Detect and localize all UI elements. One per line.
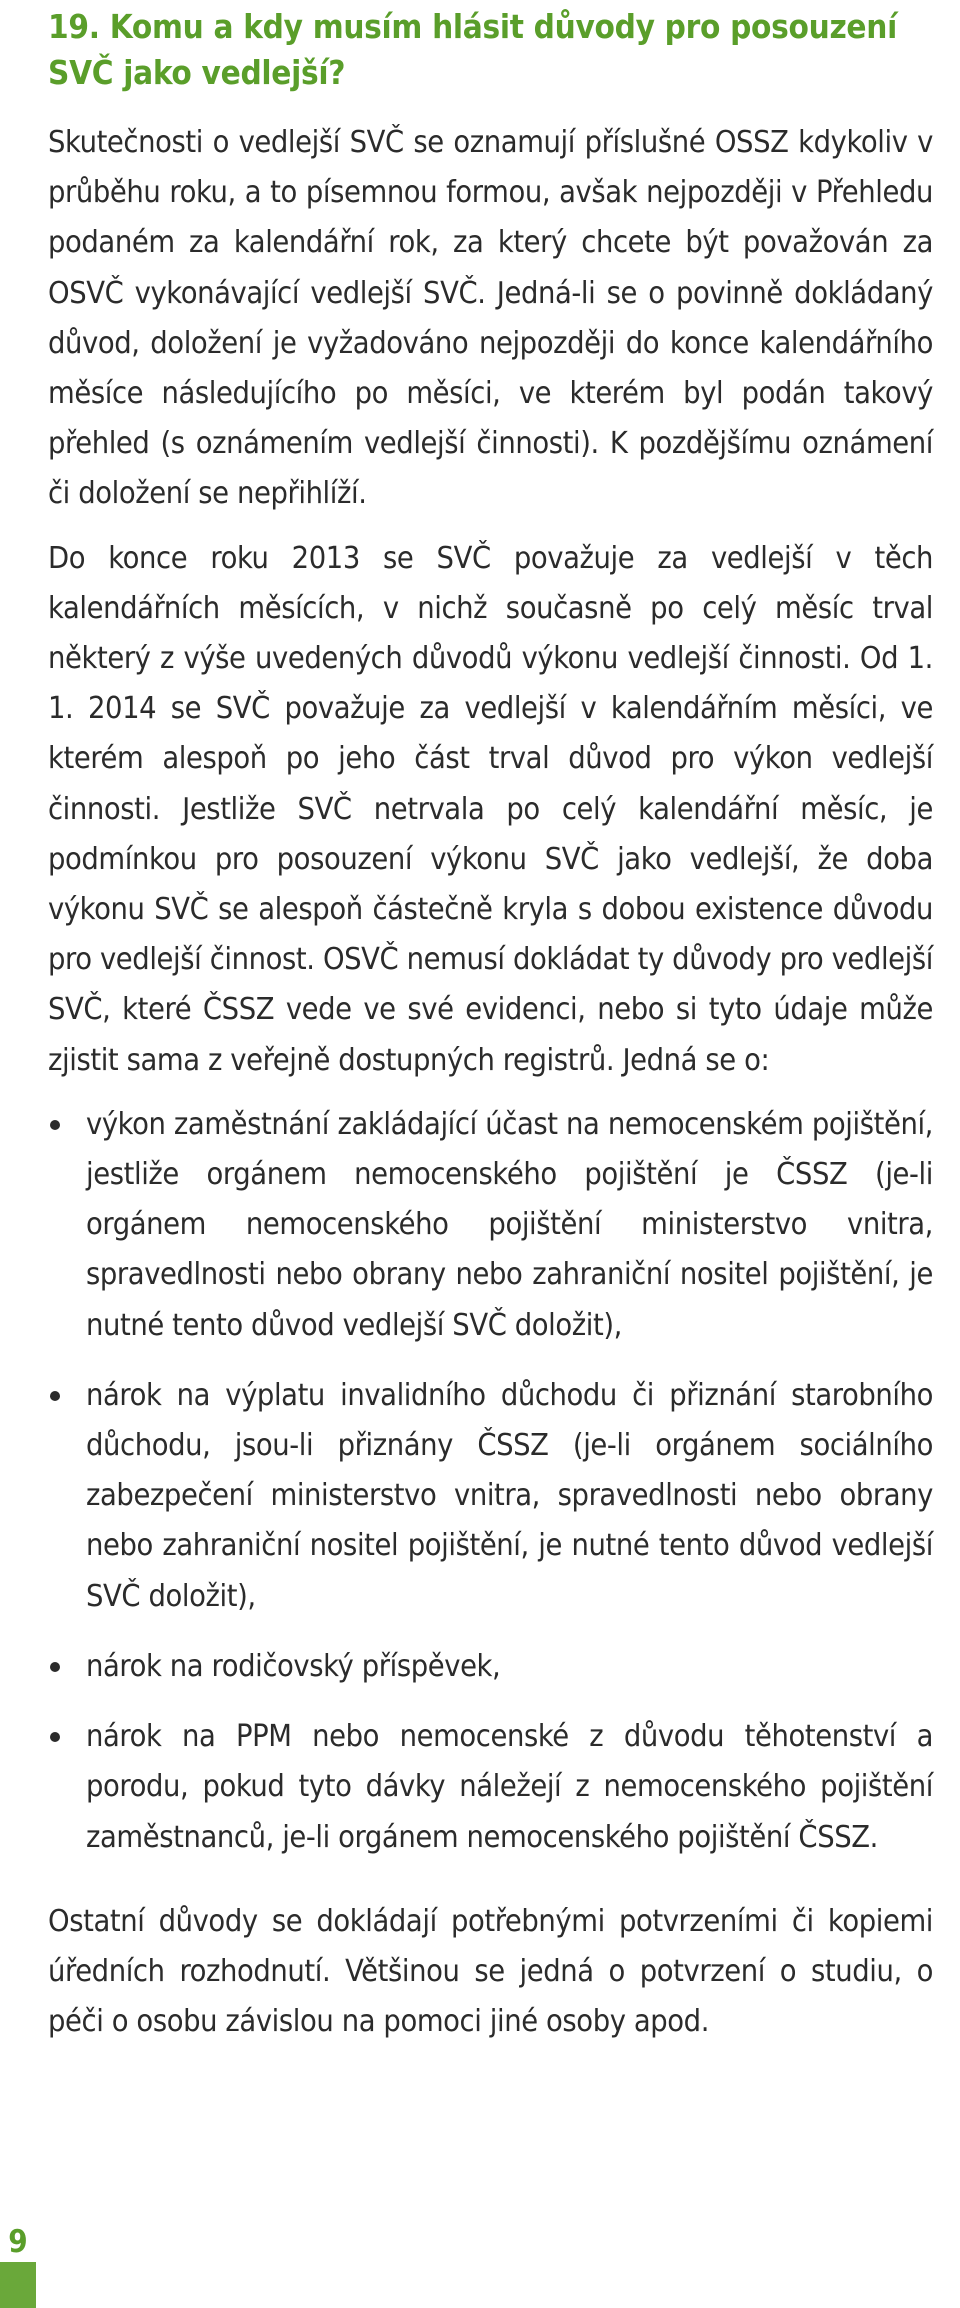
paragraph-secondary-activity-rules: Do konce roku 2013 se SVČ považuje za vedlejší v těch kalendářních měsících, v nichž současně po celý měsíc trval některý z výše uvedených důvodů výkonu vedlejší činnosti. Od 1. 1. 2014 se SVČ považuje za vedlejší v kalendářním měsíci, ve kterém alespoň po jeho část trval důvod pro výkon vedlejší činnosti. Jestliže SVČ netrvala po celý kalendářní měsíc, je podmínkou pro posouzení výkonu SVČ jako vedlejší, že doba výkonu SVČ se alespoň částečně kryla s dobou existence důvodu pro vedlejší činnost. OSVČ nemusí dokládat ty důvody pro vedlejší SVČ, které ČSSZ vede ve své evidenci, nebo si tyto údaje může zjistit sama z veřejně dostupných registrů. Jedná se o: [48, 540, 933, 1078]
bullet-icon [50, 1120, 60, 1130]
list-item [48, 1100, 933, 1351]
reasons-list [48, 1100, 933, 1863]
list-item-text: nárok na rodičovský příspěvek, [86, 1648, 501, 1684]
page-margin-bar [0, 2262, 36, 2308]
bullet-icon [50, 1662, 60, 1672]
paragraph-closing: Ostatní důvody se dokládají potřebnými potvrzeními či kopiemi úředních rozhodnutí. Většinou se jedná o potvrzení o studiu, o péči o osobu závislou na pomoci jiné osoby apod. [48, 1903, 933, 2040]
list-item-text: výkon zaměstnání zakládající účast na nemocenském pojištění, jestliže orgánem nemocenského pojištění je ČSSZ (je-li orgánem nemocenského pojištění ministerstvo vnitra, spravedlnosti nebo obrany nebo zahraniční nositel pojištění, je nutné tento důvod vedlejší SVČ doložit), [86, 1106, 933, 1343]
document-page [48, 0, 933, 2061]
list-item [48, 1712, 933, 1863]
paragraph-reporting: Skutečnosti o vedlejší SVČ se oznamují příslušné OSSZ kdykoliv v průběhu roku, a to písemnou formou, avšak nejpozději v Přehledu podaném za kalendářní rok, za který chcete být považován za OSVČ vykonávající vedlejší SVČ. Jedná-li se o povinně dokládaný důvod, doložení je vyžadováno nejpozději do konce kalendářního měsíce následujícího po měsíci, ve kterém byl podán takový přehled (s oznámením vedlejší činnosti). K pozdějšímu oznámení či doložení se nepřihlíží. [48, 125, 933, 512]
bullet-icon [50, 1732, 60, 1742]
section-heading: 19. Komu a kdy musím hlásit důvody pro posouzení SVČ jako vedlejší? [48, 7, 897, 92]
list-item-text: nárok na výplatu invalidního důchodu či přiznání starobního důchodu, jsou-li přiznány ČSSZ (je-li orgánem sociálního zabezpečení ministerstvo vnitra, spravedlnosti nebo obrany nebo zahraniční nositel pojištění, je nutné tento důvod vedlejší SVČ doložit), [86, 1377, 933, 1614]
list-item-text: nárok na PPM nebo nemocenské z důvodu těhotenství a porodu, pokud tyto dávky náležejí z nemocenského pojištění zaměstnanců, je-li orgánem nemocenského pojištění ČSSZ. [86, 1719, 933, 1855]
list-item [48, 1642, 933, 1692]
page-number: 9 [8, 2224, 28, 2260]
list-item [48, 1371, 933, 1622]
bullet-icon [50, 1391, 60, 1401]
